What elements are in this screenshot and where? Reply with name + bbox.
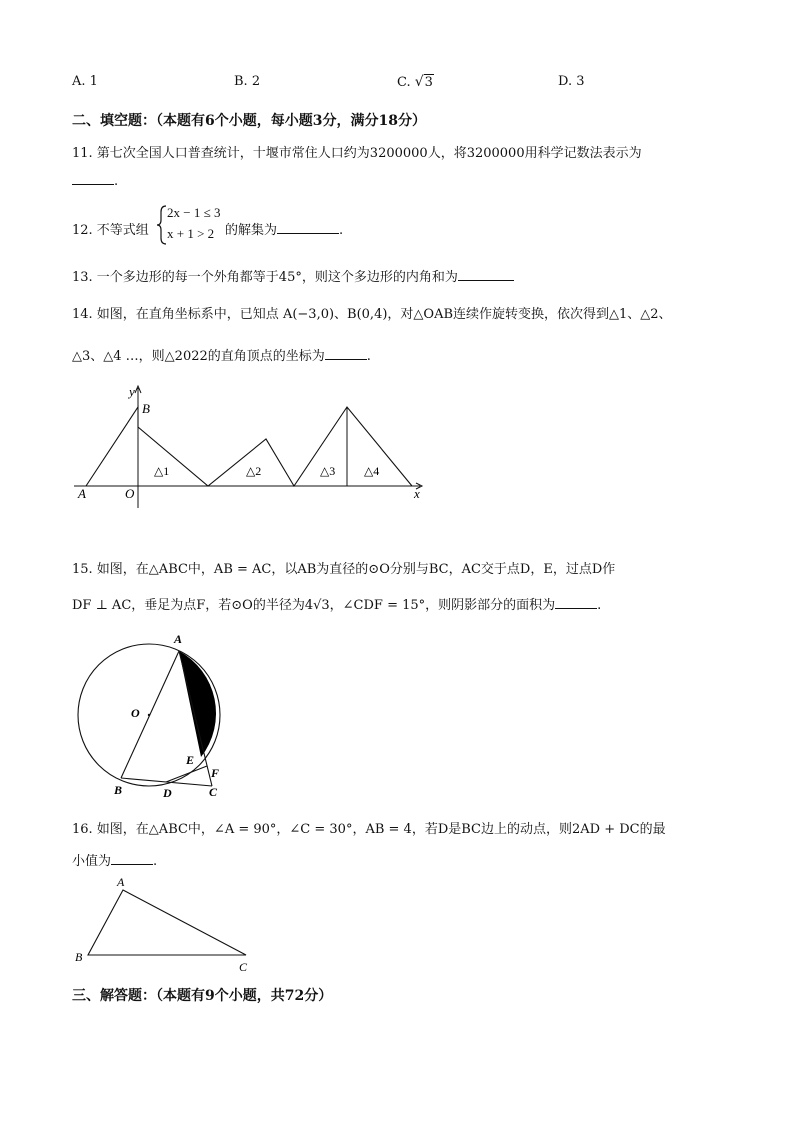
- label-x: x: [414, 486, 420, 501]
- q16-line1: 16. 如图，在△ABC中，∠A = 90°，∠C = 30°，AB = 4，若D是BC边上的动点，则2AD + DC的最: [72, 822, 666, 837]
- q11-line1: 11. 第七次全国人口普查统计，十堰市常住人口约为3200000人，将3200000用科学记数法表示为: [72, 146, 642, 161]
- q16-figure: [70, 872, 260, 976]
- q14-line1: 14. 如图，在直角坐标系中，已知点 A(−3,0)、B(0,4)，对△OAB连续作旋转变换，依次得到△1、△2、: [72, 307, 672, 322]
- label-c: C: [209, 785, 218, 799]
- q12-suffix-text: 的解集为: [225, 223, 278, 238]
- label-a: A: [174, 632, 183, 646]
- q13: [72, 266, 514, 285]
- period: .: [153, 854, 158, 869]
- q13-text: 13. 一个多边形的每一个外角都等于45°，则这个多边形的内角和为: [72, 270, 458, 285]
- inequality-2: x + 1 > 2: [167, 226, 215, 241]
- q12-prefix: 12. 不等式组: [72, 223, 149, 238]
- q14-line2: [72, 345, 371, 364]
- q16-line2: [72, 850, 157, 869]
- option-c: [397, 74, 434, 90]
- q16-line2-text: 小值为: [72, 854, 112, 869]
- option-d: D. 3: [558, 74, 585, 89]
- q15-line1: 15. 如图，在△ABC中，AB = AC，以AB为直径的⊙O分别与BC，AC交于点D，E，过点D作: [72, 562, 616, 577]
- label-b: B: [114, 783, 123, 797]
- answer-blank[interactable]: [325, 347, 367, 360]
- answer-blank[interactable]: [458, 268, 514, 281]
- segment-df: [166, 766, 207, 782]
- q15-figure: [70, 630, 240, 802]
- label-b: B: [75, 950, 83, 964]
- q12-suffix: [225, 219, 343, 238]
- answer-blank[interactable]: [72, 172, 114, 185]
- label-d: D: [163, 786, 172, 800]
- option-c-radicand: 3: [424, 75, 433, 90]
- inequality-system: [156, 204, 226, 246]
- label-y: y: [129, 384, 135, 399]
- label-triangle1: △1: [154, 464, 170, 478]
- period: .: [597, 598, 602, 613]
- period: .: [366, 349, 371, 364]
- label-c: C: [239, 960, 248, 974]
- shaded-region: [179, 651, 216, 757]
- section3-title: 三、解答题：（本题有9个小题，共72分）: [72, 988, 333, 1004]
- label-triangle3: △3: [320, 464, 336, 478]
- label-e: E: [186, 753, 195, 767]
- label-triangle4: △4: [364, 464, 380, 478]
- option-b: B. 2: [234, 74, 261, 89]
- sqrt-sign: √: [414, 74, 424, 90]
- label-f: F: [211, 766, 220, 780]
- label-o: O: [125, 486, 135, 501]
- period: .: [339, 223, 344, 238]
- q14-line2-text: △3、△4 …，则△2022的直角顶点的坐标为: [72, 349, 325, 364]
- section2-title: 二、填空题：（本题有6个小题，每小题3分，满分18分）: [72, 113, 426, 129]
- inequality-1: 2x − 1 ≤ 3: [167, 205, 221, 220]
- q11-line2: [72, 172, 118, 189]
- option-a: A. 1: [72, 74, 98, 89]
- q15-line2: [72, 594, 601, 613]
- label-triangle2: △2: [246, 464, 262, 478]
- answer-blank[interactable]: [277, 221, 339, 234]
- option-c-label: C.: [397, 75, 415, 90]
- label-b: B: [142, 401, 150, 416]
- triangle-abc: [88, 890, 246, 955]
- label-o: O: [131, 706, 140, 720]
- label-a: A: [78, 486, 86, 501]
- q14-figure: [70, 380, 440, 510]
- label-a: A: [117, 875, 125, 889]
- answer-blank[interactable]: [111, 852, 153, 865]
- answer-blank[interactable]: [555, 596, 597, 609]
- center-point: [148, 714, 150, 716]
- q15-line2-text: DF ⊥ AC，垂足为点F，若⊙O的半径为4√3，∠CDF = 15°，则阴影部分的面积为: [72, 598, 556, 613]
- period: .: [114, 174, 119, 189]
